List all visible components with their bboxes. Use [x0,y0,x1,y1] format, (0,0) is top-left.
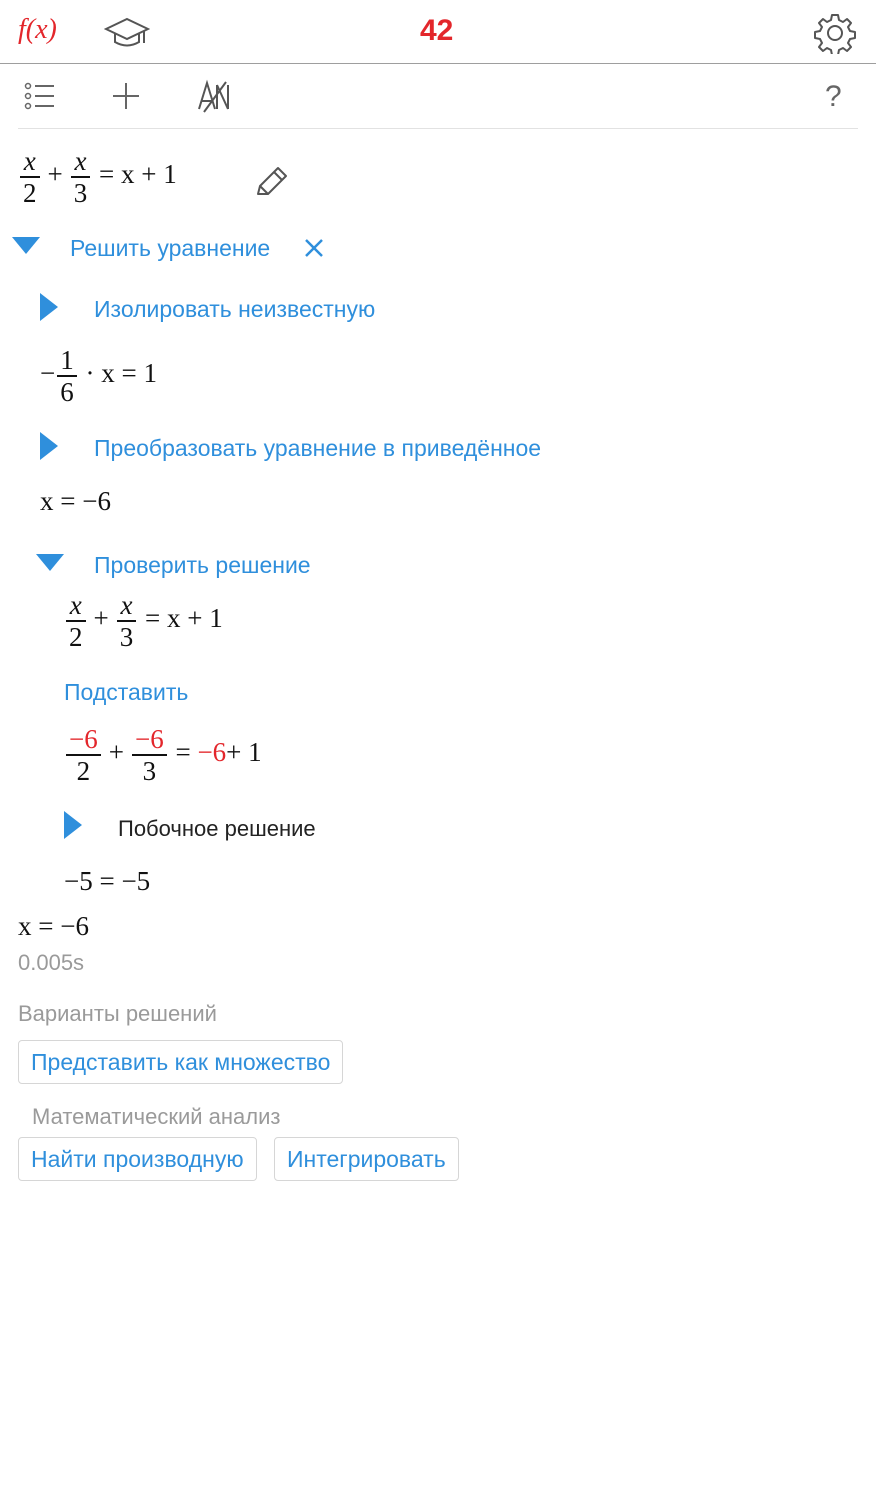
computation-time: 0.005s [18,950,85,975]
close-icon[interactable] [304,238,324,263]
collapse-solve-icon[interactable] [12,237,40,254]
toolbar-divider [18,128,858,129]
solution-variants-label: Варианты решений [18,1001,217,1026]
step2-result: x = −6 [40,486,111,516]
not-equal-icon[interactable] [196,79,232,120]
substituted-value: −6 [197,737,227,768]
equals-sign: = [175,737,191,768]
substitute-label[interactable]: Подставить [64,679,189,705]
fraction-denominator: 2 [76,756,91,786]
graduation-cap-icon[interactable] [104,16,150,55]
gear-icon[interactable] [814,12,856,59]
fraction-denominator: 2 [69,622,83,652]
step1-result-tail: · x = 1 [85,358,157,389]
check-equation-rhs: = x + 1 [144,603,223,634]
math-analysis-label: Математический анализ [32,1104,281,1129]
counter-badge: 42 [420,14,454,47]
pencil-icon[interactable] [254,164,290,203]
fraction-denominator: 3 [73,178,88,208]
step-reduce-equation[interactable]: Преобразовать уравнение в приведённое [94,435,542,461]
side-solution-result: −5 = −5 [64,866,151,896]
find-derivative-button[interactable]: Найти производную [18,1137,257,1181]
top-divider [0,63,876,64]
minus-sign: − [40,358,56,389]
step-isolate-variable[interactable]: Изолировать неизвестную [94,296,376,322]
expand-step1-icon[interactable] [40,293,58,321]
step1-result [40,345,157,407]
input-equation[interactable] [18,146,177,208]
check-solution-header[interactable]: Проверить решение [94,552,311,578]
collapse-check-icon[interactable] [36,554,64,571]
substituted-equation: $\frac{-6}{2}$ + $\frac{-6}{3}$ = −6+ 1 [64,724,262,786]
final-answer: x = −6 [18,911,89,941]
fraction-denominator: 2 [23,178,37,208]
top-bar [0,0,876,64]
fraction-numerator: −6 [132,724,167,756]
expand-step2-icon[interactable] [40,432,58,460]
fraction-denominator: 3 [119,622,134,652]
fraction-numerator: x [23,146,36,176]
fraction-numerator: 1 [57,345,77,377]
list-icon[interactable] [24,82,56,115]
plus-icon[interactable] [110,80,142,117]
check-equation: $\frac{x}{2}$ + $\frac{x}{3}$ = x + 1 [64,590,223,652]
fraction-numerator: x [120,590,133,620]
fraction-denominator: 3 [142,756,157,786]
expand-side-solution-icon[interactable] [64,811,82,839]
help-button[interactable]: ? [825,80,842,113]
fraction-numerator: x [74,146,87,176]
fraction-numerator: −6 [66,724,101,756]
substituted-tail: + 1 [226,737,262,768]
represent-as-set-button[interactable]: Представить как множество [18,1040,343,1084]
solve-equation-header[interactable]: Решить уравнение [70,235,271,261]
plus-sign: + [47,159,63,190]
equation-rhs: = x + 1 [98,159,177,190]
integrate-button[interactable]: Интегрировать [274,1137,459,1181]
function-icon[interactable]: f(x) [18,14,57,45]
fraction-numerator: x [69,590,82,620]
side-solution-label[interactable]: Побочное решение [118,816,316,841]
fraction-denominator: 6 [60,377,74,407]
